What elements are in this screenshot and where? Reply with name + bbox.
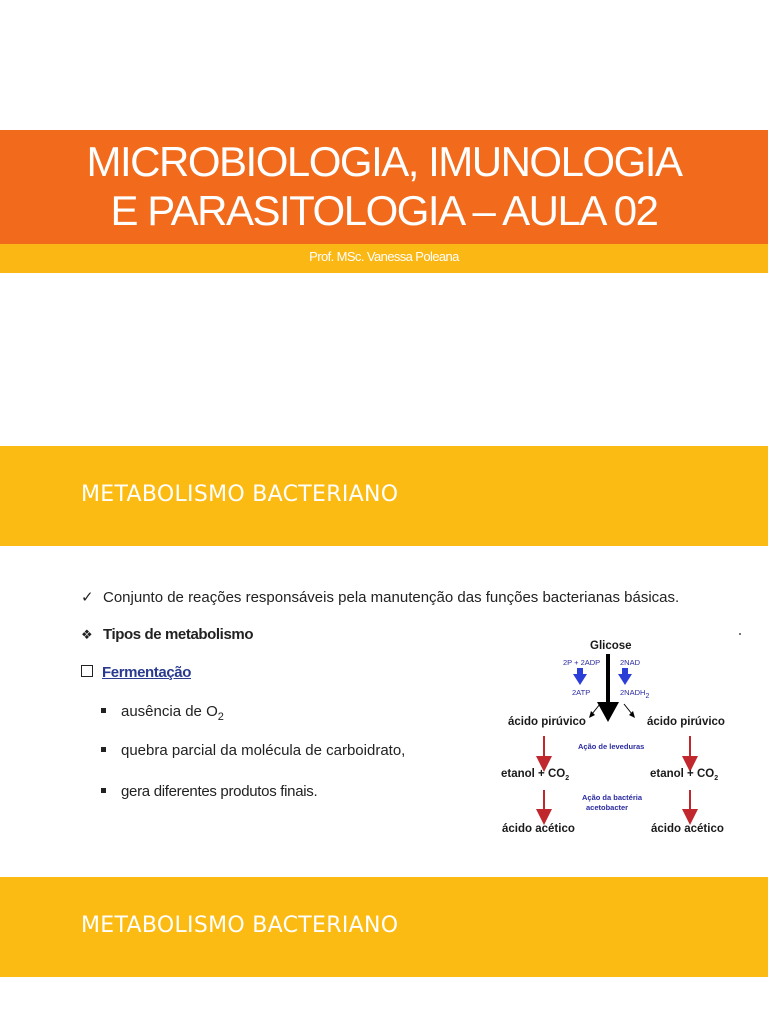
etanol-left: [501, 768, 569, 782]
atp-label: 2ATP: [572, 688, 591, 697]
acido-acetico-left: ácido acético: [502, 823, 575, 835]
square-bullet-icon: [101, 747, 106, 752]
co2-subscript: 2: [714, 775, 719, 782]
split-arrow-right: [624, 704, 632, 714]
sub-bullet-produtos: [101, 783, 317, 800]
sub-bullet-ausencia: [101, 703, 224, 723]
fermentacao-bullet: [81, 664, 191, 681]
nadh-text: 2NADH: [620, 688, 646, 697]
nadh-label: [620, 688, 649, 700]
section-title: METABOLISMO BACTERIANO: [81, 482, 399, 507]
fermentation-diagram: [490, 630, 750, 845]
sub-bullet-text: ausência de O: [121, 703, 218, 720]
etanol-right-text: etanol + CO: [650, 768, 715, 780]
presenter-name: Prof. MSc. Vanessa Poleana: [309, 249, 459, 264]
tipos-bullet: [81, 626, 253, 643]
main-arrow-head: [597, 702, 619, 722]
acao-leveduras-label: Ação de leveduras: [578, 742, 645, 751]
sub-bullet-quebra: [101, 742, 405, 759]
nadh-arrow: [618, 668, 632, 685]
nad-label: 2NAD: [620, 658, 641, 667]
etanol-left-text: etanol + CO: [501, 768, 566, 780]
square-bullet-icon: [101, 788, 106, 793]
diamond-bullet-icon: ❖: [81, 627, 93, 642]
acido-piruvico-left: ácido pirúvico: [508, 716, 586, 728]
nadh-subscript: 2: [645, 693, 650, 700]
glicose-label: Glicose: [590, 640, 632, 652]
fermentacao-link[interactable]: Fermentação: [102, 664, 191, 681]
check-bullet: [81, 588, 679, 606]
co2-subscript: 2: [565, 775, 570, 782]
square-bullet-icon: [101, 708, 106, 713]
sub-bullet-text: gera diferentes produtos finais.: [121, 783, 318, 800]
checkmark-icon: ✓: [81, 589, 94, 606]
split-arrow-left: [592, 704, 600, 714]
adp-label: 2P + 2ADP: [563, 658, 601, 667]
tipos-text: Tipos de metabolismo: [103, 626, 254, 643]
acido-piruvico-right: ácido pirúvico: [647, 716, 725, 728]
section-title: METABOLISMO BACTERIANO: [81, 913, 399, 938]
check-bullet-text: Conjunto de reações responsáveis pela manutenção das funções bacterianas básicas.: [103, 589, 680, 606]
etanol-right: [650, 768, 718, 782]
slide-title-line-1: MICROBIOLOGIA, IMUNOLOGIA: [86, 138, 682, 185]
acao-bacteria-line2: acetobacter: [586, 803, 629, 812]
acido-acetico-right: ácido acético: [651, 823, 724, 835]
sub-bullet-text: quebra parcial da molécula de carboidrato,: [121, 742, 406, 759]
atp-arrow: [573, 668, 587, 685]
checkbox-bullet-icon: [81, 665, 93, 677]
subscript: 2: [217, 711, 224, 723]
acao-bacteria-line1: Ação da bactéria: [582, 793, 643, 802]
slide-title-line-2: E PARASITOLOGIA – AULA 02: [110, 187, 658, 234]
